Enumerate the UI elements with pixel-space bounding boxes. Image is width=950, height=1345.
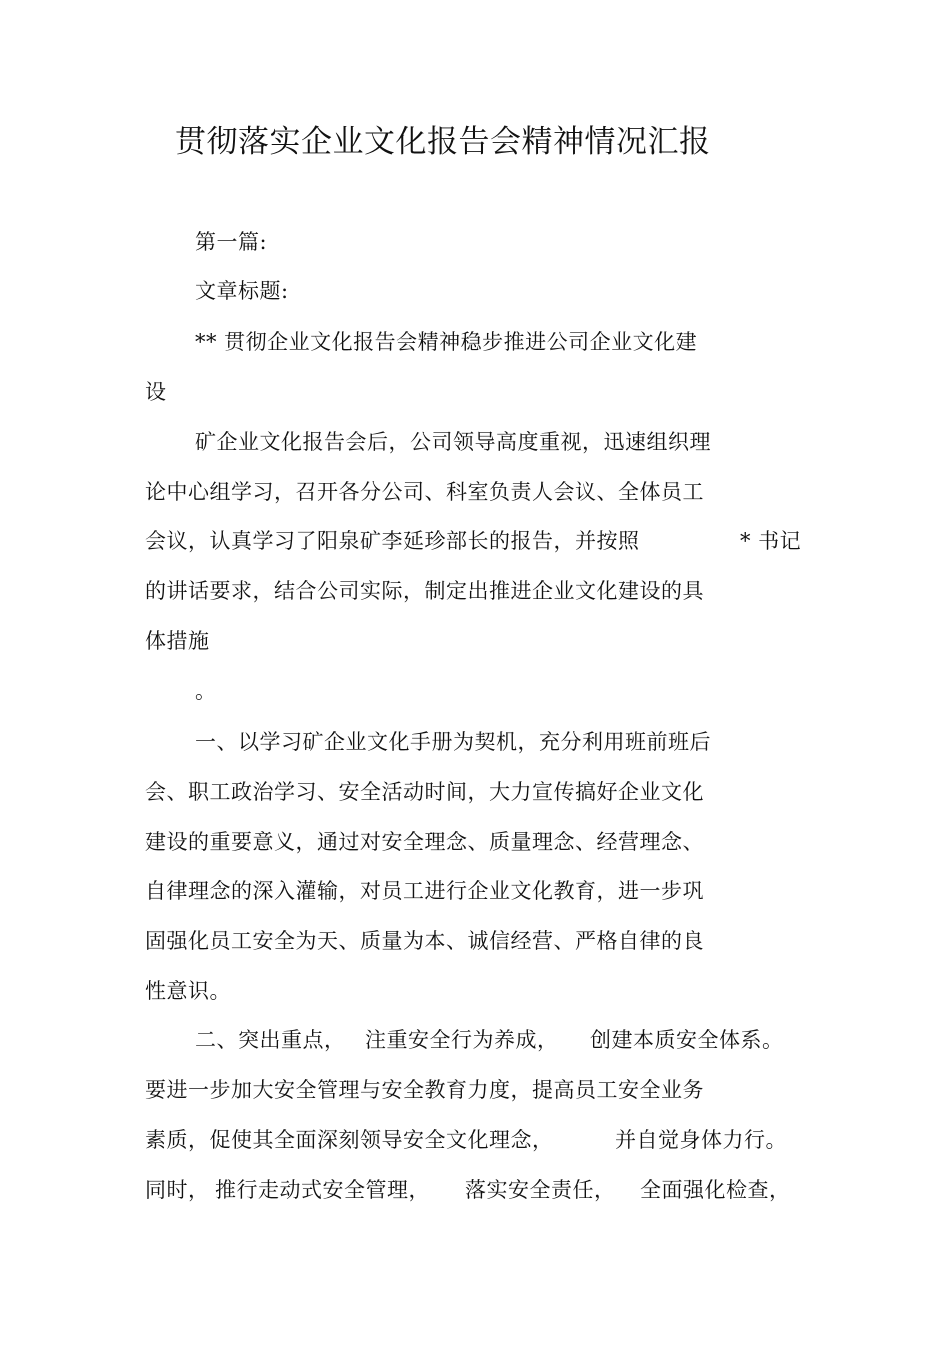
paragraph-line-fragment: 同时，	[145, 1178, 210, 1202]
article-title-line: ** 贯彻企业文化报告会精神稳步推进公司企业文化建	[195, 330, 698, 354]
paragraph-line-fragment: * 书记	[740, 529, 802, 553]
paragraph-line-fragment: 全面强化检查，	[640, 1178, 791, 1202]
paragraph-line: 会、职工政治学习、安全活动时间，大力宣传搞好企业文化	[145, 780, 704, 804]
paragraph-line: 体措施	[145, 629, 210, 653]
paragraph-line: 固强化员工安全为天、质量为本、诚信经营、严格自律的良	[145, 929, 704, 953]
paragraph-line: 。	[195, 679, 217, 703]
paragraph-line-fragment: 二、突出重点，	[195, 1028, 346, 1052]
paragraph-line-fragment: 推行走动式安全管理，	[215, 1178, 430, 1202]
section-heading: 第一篇:	[195, 230, 268, 254]
paragraph-line: 自律理念的深入灌输，对员工进行企业文化教育，进一步巩	[145, 879, 704, 903]
paragraph-line: 矿企业文化报告会后，公司领导高度重视，迅速组织理	[195, 430, 711, 454]
paragraph-line: 一、以学习矿企业文化手册为契机，充分利用班前班后	[195, 730, 711, 754]
paragraph-line-fragment: 素质，促使其全面深刻领导安全文化理念，	[145, 1128, 554, 1152]
article-title-line: 设	[145, 380, 167, 404]
paragraph-line: 的讲话要求，结合公司实际，制定出推进企业文化建设的具	[145, 579, 704, 603]
paragraph-line: 会议，认真学习了阳泉矿李延珍部长的报告，并按照	[145, 529, 640, 553]
paragraph-line: 要进一步加大安全管理与安全教育力度，提高员工安全业务	[145, 1078, 704, 1102]
paragraph-line-fragment: 并自觉身体力行。	[615, 1128, 787, 1152]
paragraph-line-fragment: 注重安全行为养成，	[365, 1028, 559, 1052]
paragraph-line: 建设的重要意义，通过对安全理念、质量理念、经营理念、	[145, 830, 704, 854]
article-label: 文章标题:	[195, 279, 289, 303]
paragraph-line: 论中心组学习，召开各分公司、科室负责人会议、全体员工	[145, 480, 704, 504]
paragraph-line-fragment: 创建本质安全体系。	[590, 1028, 784, 1052]
paragraph-line-fragment: 落实安全责任，	[465, 1178, 616, 1202]
paragraph-line: 性意识。	[145, 979, 231, 1003]
document-title: 贯彻落实企业文化报告会精神情况汇报	[175, 124, 711, 160]
